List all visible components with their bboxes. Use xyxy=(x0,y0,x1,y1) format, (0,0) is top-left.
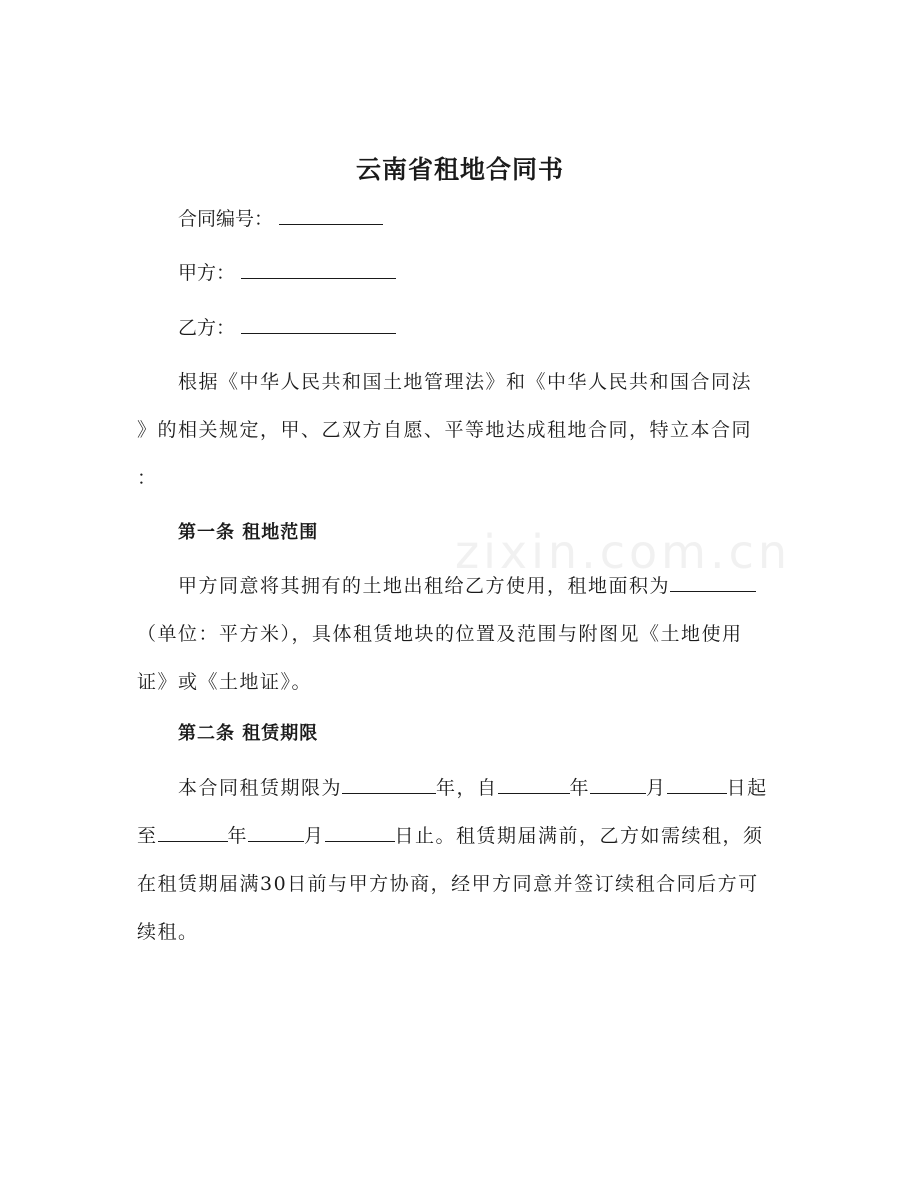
intro-line-2: 》的相关规定，甲、乙双方自愿、平等地达成租地合同，特立本合同 xyxy=(137,419,753,441)
contract-number-blank xyxy=(279,204,383,225)
watermark: zixin.com.cn xyxy=(455,525,792,579)
end-year-blank xyxy=(158,819,228,842)
article-2-line-3: 在租赁期届满30日前与甲方协商，经甲方同意并签订续租合同后方可 xyxy=(137,873,759,895)
article-2-l1-c: 年 xyxy=(569,777,591,799)
article-2-paragraph xyxy=(137,764,782,956)
party-a-field xyxy=(178,258,396,286)
start-day-blank xyxy=(667,771,727,794)
document-title: 云南省租地合同书 xyxy=(355,155,564,184)
article-2-l1-e: 日起 xyxy=(726,777,768,799)
article-1-line-3: 证》或《土地证》。 xyxy=(137,671,313,693)
intro-line-1: 根据《中华人民共和国土地管理法》和《中华人民共和国合同法 xyxy=(178,371,753,393)
contract-number-label: 合同编号： xyxy=(178,208,274,230)
article-1-heading: 第一条 租地范围 xyxy=(178,522,319,543)
intro-paragraph xyxy=(137,358,782,502)
article-1-line-1 xyxy=(137,562,782,610)
party-a-blank xyxy=(241,258,396,279)
term-years-blank xyxy=(342,771,436,794)
article-2-l1-d: 月 xyxy=(646,777,667,799)
article-2-l2-d: 日止。租赁期届满前，乙方如需续租，须 xyxy=(394,825,764,847)
article-2-line-2 xyxy=(137,812,782,860)
contract-number-field xyxy=(178,204,383,232)
party-b-blank xyxy=(241,313,396,334)
intro-line-3: ： xyxy=(137,467,158,489)
start-month-blank xyxy=(590,771,646,794)
article-2-line-1 xyxy=(137,764,782,812)
start-year-blank xyxy=(498,771,570,794)
party-a-label: 甲方： xyxy=(178,262,236,284)
end-month-blank xyxy=(248,819,304,842)
article-1-line-2: （单位：平方米），具体租赁地块的位置及范围与附图见《土地使用 xyxy=(137,623,743,645)
end-day-blank xyxy=(325,819,395,842)
area-blank xyxy=(670,569,756,592)
article-2-l2-b: 年 xyxy=(227,825,249,847)
article-2-line-4: 续租。 xyxy=(137,921,199,943)
article-2-heading: 第二条 租赁期限 xyxy=(178,723,319,744)
article-2-l2-a: 至 xyxy=(137,825,158,847)
article-1-paragraph xyxy=(137,562,782,706)
party-b-label: 乙方： xyxy=(178,317,236,339)
article-2-l2-c: 月 xyxy=(304,825,325,847)
article-2-l1-a: 本合同租赁期限为 xyxy=(178,777,343,799)
article-2-l1-b: 年，自 xyxy=(436,777,498,799)
party-b-field xyxy=(178,313,396,341)
article-1-line-1-text: 甲方同意将其拥有的土地出租给乙方使用，租地面积为 xyxy=(178,575,671,597)
